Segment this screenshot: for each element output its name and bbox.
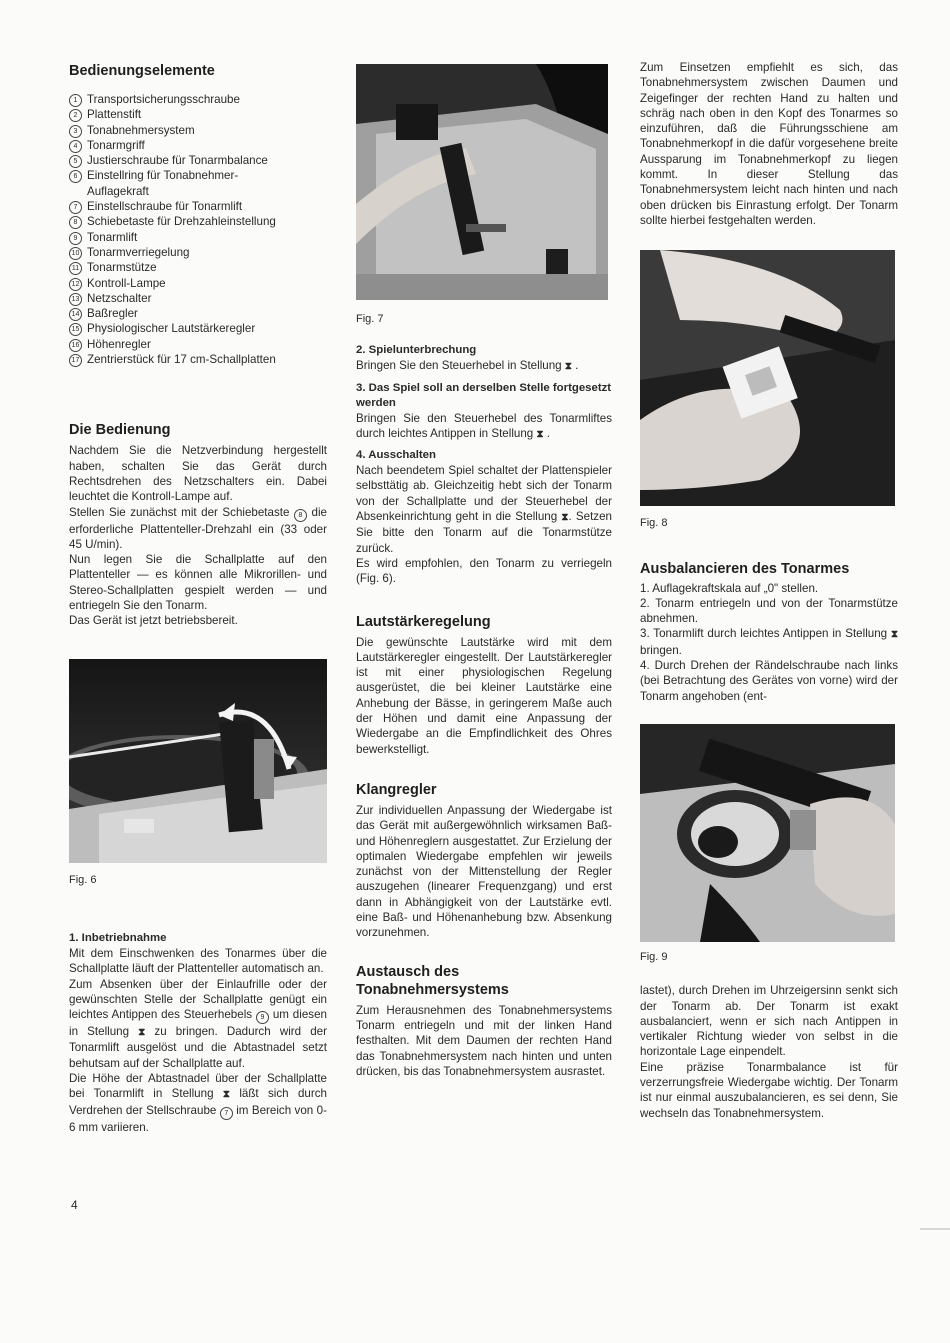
ref-number-8: 8 — [294, 509, 307, 522]
operation-paragraph-4: Das Gerät ist jetzt betriebsbereit. — [69, 614, 238, 628]
tone-text: Zur individuellen Anpassung der Wiedergabe ist das Gerät mit außergewöhnlich wirksamen Baß- und Höhenreglern ausgestattet. Zur Erzielung der optimalen Wiedergabe empfehlen wir jeweils zunächst von der Mittenstellung der Regler auszugehen (linearer Frequenzgang) und erst dann in Abhängigkeit von der Lautstärke evtl. eine Baß- und Höhenanhebung bzw. Absenkung vorzunehmen. — [356, 803, 612, 940]
list-item: 6 Einstellring für Tonabnehmer-Auflagekraft — [69, 168, 327, 199]
resume-text: Bringen Sie den Steuerhebel des Tonarmliftes durch leichtes Antippen in Stellung ⧗ . — [356, 411, 612, 440]
page-number: 4 — [71, 1198, 78, 1212]
balance-continued-2: Eine präzise Tonarmbalance ist für verzerrungsfreie Wiedergabe wichtig. Der Tonarm ist nur einmal auszubalancieren, es sei denn, Sie wechseln das Tonabnehmersystem. — [640, 1060, 898, 1120]
lift-symbol-icon: ⧗ — [890, 629, 898, 641]
lift-symbol-icon: ⧗ — [561, 512, 569, 524]
balance-continued-1: lastet), durch Drehen im Uhrzeigersinn senkt sich der Tonarm ab. Der Tonarm ist exakt ausbalanciert, wenn er sich nach Antippen in vertikaler Richtung wieder von selbst in die horizontale Lage einpendelt. — [640, 984, 898, 1059]
balance-step-3: 3. Tonarmlift durch leichtes Antippen in Stellung ⧗ bringen. — [640, 627, 898, 657]
interrupt-text: Bringen Sie den Steuerhebel in Stellung ⧗ . — [356, 359, 579, 373]
list-item: 16 Höhenregler — [69, 337, 327, 352]
startup-heading: 1. Inbetriebnahme — [69, 931, 167, 944]
lift-symbol-icon: ⧗ — [536, 428, 544, 440]
column-left — [69, 62, 327, 1135]
fig8-photo — [640, 250, 895, 506]
switchoff-text-2: Es wird empfohlen, den Tonarm zu verriegeln (Fig. 6). — [356, 556, 612, 586]
fig8-caption: Fig. 8 — [640, 517, 668, 530]
list-item: 1 Transportsicherungsschraube — [69, 92, 327, 107]
switchoff-heading: 4. Ausschalten — [356, 449, 436, 462]
operation-paragraph-2: Stellen Sie zunächst mit der Schiebetaste 8 die erforderliche Plattenteller-Drehzahl ein (33 oder 45 U/min). — [69, 505, 327, 551]
balance-step-4: 4. Durch Drehen der Rändelschraube nach links (bei Betrachtung des Gerätes von vorne) wird der Tonarm angehoben (ent- — [640, 659, 898, 703]
volume-heading: Lautstärkeregelung — [356, 613, 491, 630]
list-item: 7 Einstellschraube für Tonarmlift — [69, 199, 327, 214]
controls-heading: Bedienungselemente — [69, 63, 215, 79]
resume-heading: 3. Das Spiel soll an derselben Stelle fortgesetzt werden — [356, 381, 612, 409]
list-item: 3 Tonabnehmersystem — [69, 123, 327, 138]
operation-paragraph-3: Nun legen Sie die Schallplatte auf den Plattenteller — es können alle Mikrorillen- und Stereo-Schallplatten gespielt werden — und entriegeln Sie den Tonarm. — [69, 553, 327, 613]
list-item: 11 Tonarmstütze — [69, 260, 327, 275]
lift-symbol-icon: ⧗ — [222, 1089, 230, 1101]
tone-heading: Klangregler — [356, 781, 437, 798]
column-middle — [356, 64, 612, 1079]
volume-text: Die gewünschte Lautstärke wird mit dem Lautstärkeregler eingestellt. Der Lautstärkeregler ist mit einer physiologischen Regelung ausgerüstet, die bei kleiner Lautstärke eine Anhebung der Bässe, in geringerem Maße auch der Höhen und damit eine Anpassung der Wiedergabe an die Empfindlichkeit des Ohres bewerkstelligt. — [356, 635, 612, 756]
scan-edge-mark — [920, 1228, 950, 1230]
startup-paragraph-2: Zum Absenken über der Einlaufrille oder der gewünschten Stelle der Schallplatte genügt ein leichtes Antippen des Steuerhebels 9 um diesen in Stellung ⧗ zu bringen. Dadurch wird der Tonarmlift ausgelöst und die Abtastnadel setzt behutsam auf der Schallplatte auf. — [69, 977, 327, 1070]
list-item: 15 Physiologischer Lautstärkeregler — [69, 321, 327, 336]
startup-paragraph-3: Die Höhe der Abtastnadel über der Schallplatte bei Tonarmlift in Stellung ⧗ läßt sich durch Verdrehen der Stellschraube 7 im Bereich von 0-6 mm variieren. — [69, 1071, 327, 1134]
operation-heading: Die Bedienung — [69, 422, 171, 439]
insert-text: Zum Einsetzen empfiehlt es sich, das Tonabnehmersystem zwischen Daumen und Zeigefinger der rechten Hand zu halten und schräg nach oben in den Kopf des Tonarmes so einzuführen, daß die Führungsschiene am Tonabnehmerkopf in die dafür vorgesehene breite Aussparung im Tonabnehmerkopf zu liegen kommt. In dieser Stellung das Tonabnehmersystem leicht nach hinten und nach oben drücken bis Einrastung erfolgt. Der Tonarm sollte hierbei festgehalten werden. — [640, 61, 898, 227]
fig7-caption: Fig. 7 — [356, 313, 384, 325]
balance-heading: Ausbalancieren des Tonarmes — [640, 560, 850, 577]
column-right — [640, 60, 898, 1121]
operation-paragraph-1: Nachdem Sie die Netzverbindung hergestellt haben, schalten Sie das Gerät durch Rechtsdrehen des Netzschalters ein. Dabei leuchtet die Kontroll-Lampe auf. — [69, 444, 327, 504]
list-item: 10 Tonarmverriegelung — [69, 245, 327, 260]
fig6-caption: Fig. 6 — [69, 873, 97, 886]
switchoff-text: Nach beendetem Spiel schaltet der Plattenspieler selbsttätig ab. Gleichzeitig hebt sich der Tonarm von der Schallplatte und der Steuerhebel der Absenkeinrichtung geht in die Stellung ⧗. Setzen Sie bitte den Tonarm auf die Tonarmstütze zurück. — [356, 464, 612, 555]
lift-symbol-icon: ⧗ — [138, 1027, 146, 1039]
ref-number-7: 7 — [220, 1107, 233, 1120]
fig9-photo — [640, 724, 895, 942]
cartridge-heading: Austausch des Tonabnehmersystems — [356, 963, 509, 998]
lift-symbol-icon: ⧗ — [564, 361, 572, 373]
list-item: 14 Baßregler — [69, 306, 327, 321]
list-item: 4 Tonarmgriff — [69, 138, 327, 153]
fig7-photo — [356, 64, 608, 300]
interrupt-heading: 2. Spielunterbrechung — [356, 344, 477, 357]
balance-step-2: 2. Tonarm entriegeln und von der Tonarmstütze abnehmen. — [640, 596, 898, 626]
list-item: 5 Justierschraube für Tonarmbalance — [69, 153, 327, 168]
list-item: 13 Netzschalter — [69, 291, 327, 306]
balance-step-1: 1. Auflagekraftskala auf „0" stellen. — [640, 581, 819, 595]
fig9-caption: Fig. 9 — [640, 950, 668, 963]
cartridge-text: Zum Herausnehmen des Tonabnehmersystems Tonarm entriegeln und mit der linken Hand festhalten. Mit dem Daumen der rechten Hand das Tonabnehmersystem nach hinten und unten drücken, bis das Tonabnehmersystem ausrastet. — [356, 1003, 612, 1078]
list-item: 12 Kontroll-Lampe — [69, 276, 327, 291]
controls-list — [69, 92, 327, 367]
ref-number-9: 9 — [256, 1011, 269, 1024]
startup-paragraph-1: Mit dem Einschwenken des Tonarmes über die Schallplatte läuft der Plattenteller automatisch an. — [69, 946, 327, 976]
list-item: 9 Tonarmlift — [69, 230, 327, 245]
list-item: 2 Plattenstift — [69, 107, 327, 122]
fig6-photo — [69, 659, 327, 863]
list-item: 17 Zentrierstück für 17 cm-Schallplatten — [69, 352, 327, 367]
list-item: 8 Schiebetaste für Drehzahleinstellung — [69, 214, 327, 229]
